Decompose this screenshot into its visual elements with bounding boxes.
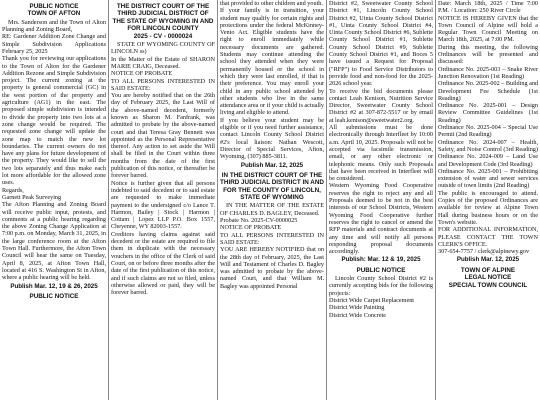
column-5 bbox=[438, 0, 538, 400]
notice-body: Lincoln County School District #2 is currently accepting bids for the following projects: District Wide Carpet Replacement District Wide Painting District Wide Concrete bbox=[329, 275, 433, 319]
notice-heading: PUBLIC NOTICE TOWN OF AFTON bbox=[27, 3, 81, 18]
notice-heading: IN THE DISTRICT COURT OF THE THIRD JUDICIAL DISTRICT IN AND FOR THE COUNTY OF LINCOLN, STATE OF WYOMING bbox=[220, 171, 324, 202]
notice-heading: PUBLIC NOTICE bbox=[356, 266, 406, 274]
column-divider bbox=[217, 0, 218, 400]
notice-body: Mrs. Sanderson and the Town of Alton Planning and Zoning Board, RE: Gardener Addition Zone Change and Simple Subdivision Applications February 25, 2025 Thank you for reviewing our applications to the Town of Alton for the Gardener Addition Rezone and Simple Subdivision project. The current zoning at the property is general commercial (GC) in the west portion of the property and agriculture (AG1) in the east. The proposed simple subdivision is intended to divide the property into two lots at a zone change would be required. The requested zone change will update the zone map to match the new lot boundaries. The current owners do not have any plans for future development of the property. They would like to sell the two lots separately and thus make each lot more affordable for the allowed zone uses. Regards, Garnett Peak Surveying The Afton Planning and Zoning Board will receive public input, protests, and comments at a public hearing regarding the above Zoning Change Application at 7:00 p.m. on Monday, March 31, 2025, in the large conference room at the Afton Town Hall. Furthermore, the Afton Town Council will hear the same on Tuesday, April 8, 2025, at Afton Town Hall, located at 416 S. Washington St in Afton, where a public hearing will be held. bbox=[2, 18, 106, 282]
publish-date: Publish Mar. 12, 2025 bbox=[456, 256, 520, 264]
notice-body: District #2, Sweetwater County School District #1, Lincoln County School District #2, Uinta County School District #1, Uinta County School District #4, Uinta County School District #6, Sublette County School District #1, Sublette County School District #9, Sublette County School District #1, and Boces 5 have issued a Request for Proposal ("RFP") to Food Service Distributors to provide food and non-food for the 2025-2026 school year. To receive the bid documents please contact Leah Kenison, Nutrition Service Director, Sweetwater County School District #2 at 307-872-5517 or by email at leah.kenison@sweetwater2.org. All submissions must be done electronically through Interfleet by 10:00 a.m. April 10, 2025. Proposals will not be accepted via facsimile transmission, email, or any other electronic or telephonic means. Only such Proposals that have been received in Interfleet will be considered. Western Wyoming Food Cooperative reserves the right to reject any and all Proposals deemed to be not in the best interests of our School Districts, Western Wyoming Food Cooperative further reserves the right to cancel or amend the RFP materials and contract documents at any time and will notify all persons responding proposal documents accordingly. bbox=[329, 0, 433, 256]
column-divider bbox=[108, 0, 109, 400]
column-4 bbox=[329, 0, 433, 400]
notice-body: that provided to other children and youth. If your family is in transition, your student may qualify for certain rights and protections under the federal McKinney-Vento Act. Eligible students have the right to enroll immediately while necessary documents are gathered. Students may continue attending the school they attended when they were permanently housed or the school in which they were last enrolled, if that is their preference. You may enroll your child in any public school attended by other students who live in the same attendance area or if your child is actually living and eligible to attend. If you believe your student may be eligible or if you need further assistance, contact Lincoln County School District #2's local liaison: Nathan Wescott, Director of Special Services, Afton, Wyoming, (307) 885-3811. bbox=[220, 0, 324, 161]
notice-heading: TOWN OF ALPINE LEGAL NOTICE SPECIAL TOWN COUNCIL bbox=[448, 266, 528, 289]
notice-body: IN THE MATTER OF THE ESTATE OF CHARLES D. BAGLEY, Deceased. Probate No. 2025-CV-0000025 NOTICE OF PROBATE TO ALL PERSONS INTERESTED IN SAID ESTATE: YOU ARE HEREBY NOTIFIED that on the 28th day of February, 2025, the Last Will and Testament of Charles D. Bagley was admitted to probate by the above-named Court, and that William M. Bagley was appointed Personal bbox=[220, 202, 324, 290]
publish-date: Publish: Mar. 12 & 19, 2025 bbox=[341, 256, 421, 264]
notice-heading: PUBLIC NOTICE bbox=[29, 292, 79, 300]
notice-body: Date: March 18th, 2025 / Time 7:00 P.M. / Location: 250 River Circle NOTICE IS HEREBY GIVEN that the Town Council of Alpine will hold a Regular Town Council Meeting on March 18th, 2025, at 7:00 PM. During this meeting, the following Ordinances will be presented and discussed: Ordinance No. 2025-003 – Snake River Junction Renovation (1st Reading) Ordinance No. 2025-002 – Building and Development Fee Schedule (1st Reading) Ordinance No. 2025-001 – Design Review Committee Guidelines (1st Reading) Ordinance No. 2025-004 – Special Use Permit (2nd Reading) Ordinance No. 2024-007 – Health, Safety, and Noise Control (3rd Reading) Ordinance No. 2024-009 – Land Use and Development Code (3rd Reading) Ordinance No. 2025-001 – Prohibiting extension of water and sewer services outside of town limits (2nd Reading) The public is encouraged to attend. Copies of the proposed Ordinances are available for review at Alpine Town Hall during business hours or on the Town's website. FOR ADDITIONAL INFORMATION, PLEASE CONTACT THE TOWN CLERK'S OFFICE. 307-654-7757 / clerk@alpinewy.gov bbox=[438, 0, 538, 256]
notice-heading: THE DISTRICT COURT OF THE THIRD JUDICIAL DISTRICT OF THE STATE OF WYOMING IN AND FOR LINCOLN COUNTY 2025 - CV - 0000024 bbox=[112, 3, 214, 40]
column-divider bbox=[326, 0, 327, 400]
column-1 bbox=[2, 0, 106, 400]
column-2 bbox=[111, 0, 215, 400]
column-3 bbox=[220, 0, 324, 400]
notice-body: STATE OF WYOMING COUNTY OF LINCOLN ss) In the Matter of the Estate of SHARON MARIE CRAIG, Deceased. NOTICE OF PROBATE TO ALL PERSONS INTERESTED IN SAID ESTATE: You are hereby notified that on the 26th day of February 2025, the Last Will of the above-named decedent, formerly known as Sharon M. Fanfrank, was admitted to probate by the above-named court and that Teresa Gray Bennett was appointed as the Personal Representative thereof. Any action to set aside the Will shall be filed in the Court within three months from the date of the first publication of this notice, or thereafter be forever barred. Notice is further given that all persons indebted to said decedent or to said estate are requested to make immediate payment to the undersigned c/o Lance T. Harmon, Bailey | Stock | Harmon | Cottam | Lopez LLP P.O. Box 1557, Cheyenne, WY 82003-1557. Creditors having claims against said decedent or the estate are required to file them in duplicate with the necessary vouchers in the office of the Clerk of said Court, on or before three months after the date of the first publication of this notice, and if such claims are not so filed, unless otherwise allowed or paid, they will be forever barred. bbox=[111, 41, 215, 297]
column-divider bbox=[435, 0, 436, 400]
publish-date: Publish Mar. 12, 2025 bbox=[240, 161, 304, 169]
publish-date: Publish Mar. 12, 19 & 26, 2025 bbox=[10, 282, 98, 290]
